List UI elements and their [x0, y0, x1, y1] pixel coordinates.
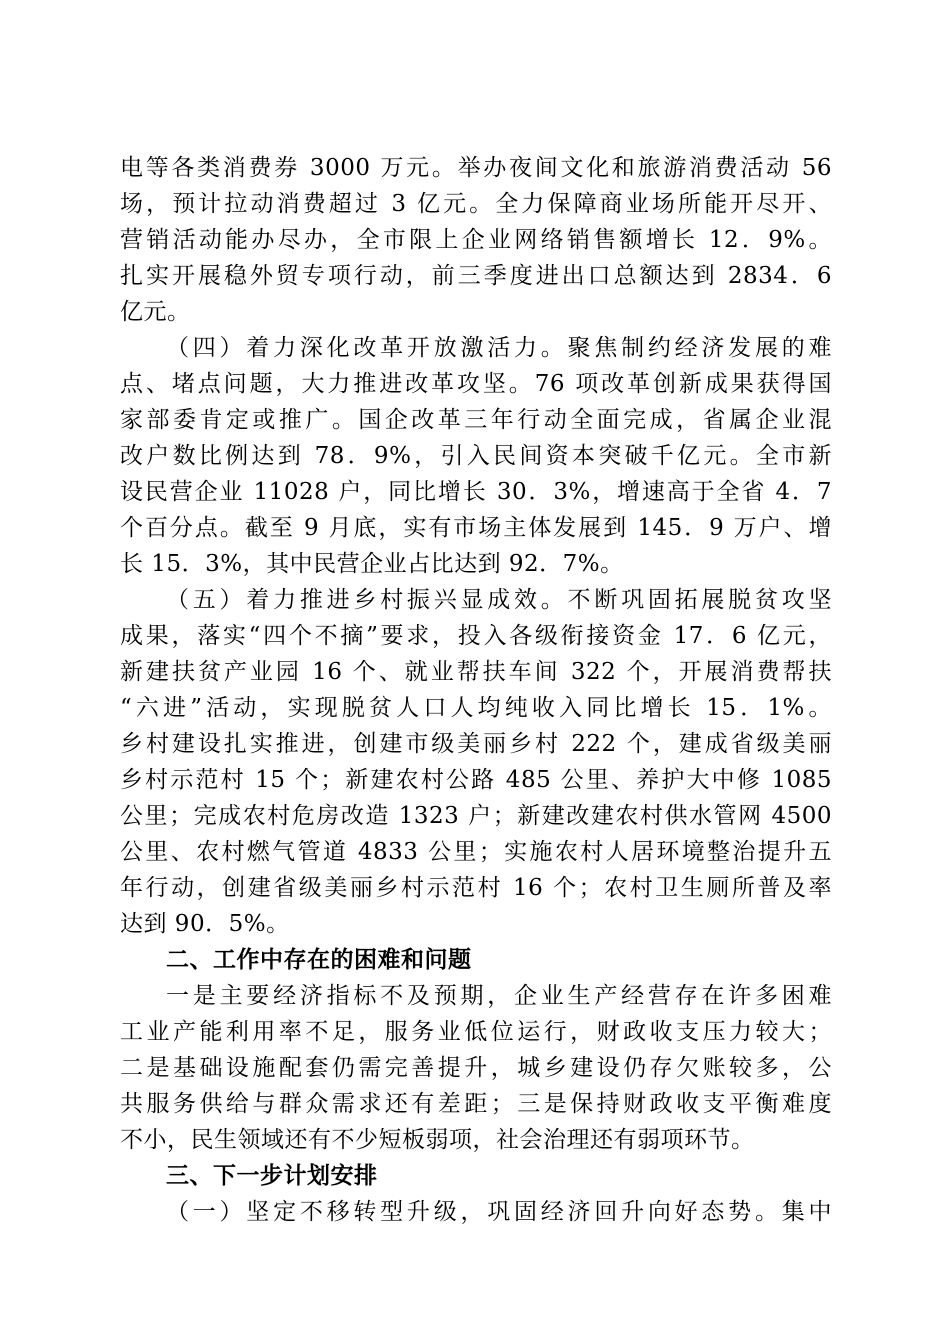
- text-line: “六进”活动，实现脱贫人口人均纯收入同比增长 15．1%。: [120, 695, 832, 721]
- text-line: 家部委肯定或推广。国企改革三年行动全面完成，省属企业混: [120, 407, 832, 433]
- text-line: 达到 90．5%。: [120, 911, 290, 937]
- paragraph-rural: [120, 582, 832, 942]
- text-line: 不小，民生领域还有不少短板弱项，社会治理还有弱项环节。: [120, 1127, 755, 1153]
- text-line: 一是主要经济指标不及预期，企业生产经营存在许多困难: [166, 983, 832, 1009]
- text-line: 二是基础设施配套仍需完善提升，城乡建设仍存欠账较多，公: [120, 1055, 832, 1081]
- text-line: （四）着力深化改革开放激活力。聚焦制约经济发展的难: [166, 335, 832, 361]
- text-line: 设民营企业 11028 户，同比增长 30．3%，增速高于全省 4．7: [120, 479, 832, 505]
- section-heading-problems: 二、工作中存在的困难和问题: [166, 947, 472, 973]
- text-line: 共服务供给与群众需求还有差距；三是保持财政收支平衡难度: [120, 1091, 832, 1117]
- text-line: （一）坚定不移转型升级，巩固经济回升向好态势。集中: [166, 1199, 832, 1225]
- text-line: 场，预计拉动消费超过 3 亿元。全力保障商业场所能开尽开、: [120, 191, 832, 217]
- text-line: 点、堵点问题，大力推进改革攻坚。76 项改革创新成果获得国: [120, 371, 832, 397]
- text-line: 电等各类消费券 3000 万元。举办夜间文化和旅游消费活动 56: [120, 155, 832, 181]
- text-line: 公里；完成农村危房改造 1323 户；新建改建农村供水管网 4500: [120, 803, 832, 829]
- text-line: 年行动，创建省级美丽乡村示范村 16 个；农村卫生厕所普及率: [120, 875, 832, 901]
- text-line: 公里、农村燃气管道 4833 公里；实施农村人居环境整治提升五: [120, 839, 832, 865]
- paragraph-plan: [120, 1194, 832, 1230]
- paragraph-problems: [120, 978, 832, 1158]
- document-body: [120, 150, 832, 1230]
- text-line: 亿元。: [120, 299, 191, 325]
- text-line: （五）着力推进乡村振兴显成效。不断巩固拓展脱贫攻坚: [166, 587, 832, 613]
- section-heading-plan: 三、下一步计划安排: [166, 1163, 378, 1189]
- text-line: 工业产能利用率不足，服务业低位运行，财政收支压力较大；: [120, 1019, 832, 1045]
- text-line: 改户数比例达到 78．9%，引入民间资本突破千亿元。全市新: [120, 443, 832, 469]
- text-line: 扎实开展稳外贸专项行动，前三季度进出口总额达到 2834．6: [120, 263, 832, 289]
- text-line: 乡村建设扎实推进，创建市级美丽乡村 222 个，建成省级美丽: [120, 731, 832, 757]
- text-line: 成果，落实“四个不摘”要求，投入各级衔接资金 17．6 亿元，: [120, 623, 832, 649]
- paragraph-consumption: [120, 150, 832, 330]
- text-line: 营销活动能办尽办，全市限上企业网络销售额增长 12．9%。: [120, 227, 832, 253]
- paragraph-reform: [120, 330, 832, 582]
- text-line: 长 15．3%，其中民营企业占比达到 92．7%。: [120, 551, 624, 577]
- text-line: 乡村示范村 15 个；新建农村公路 485 公里、养护大中修 1085: [120, 767, 832, 793]
- text-line: 新建扶贫产业园 16 个、就业帮扶车间 322 个，开展消费帮扶: [120, 659, 832, 685]
- text-line: 个百分点。截至 9 月底，实有市场主体发展到 145．9 万户、增: [120, 515, 832, 541]
